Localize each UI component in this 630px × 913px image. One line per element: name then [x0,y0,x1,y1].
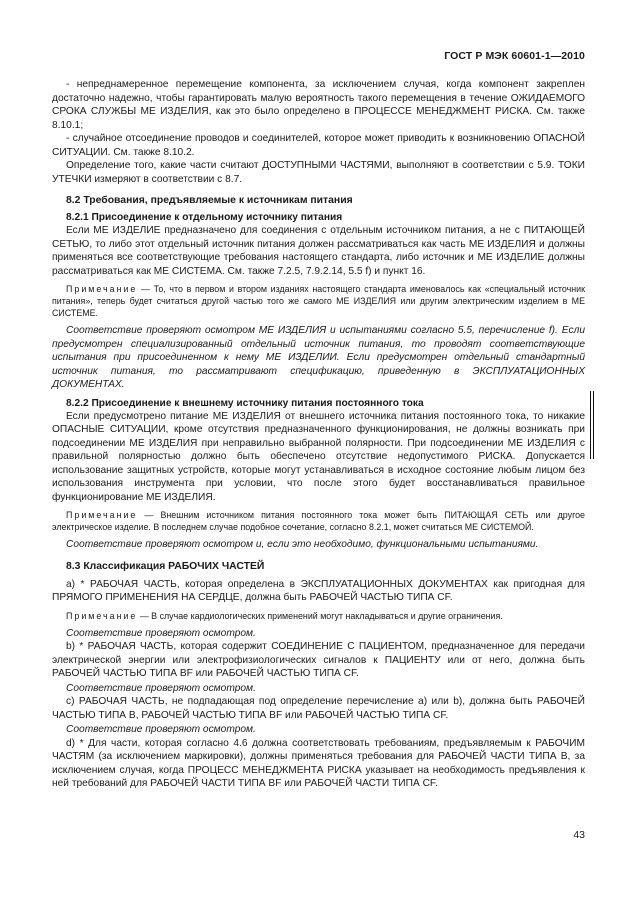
compliance-text: Соответствие проверяют осмотром и, если это необходимо, функциональными испытаниями. [66,539,539,550]
compliance-text: Соответствие проверяют осмотром МЕ ИЗДЕЛИЯ и испытаниями согласно 5.5, перечисление f). Если предусмотрен специализированный отдельный источник питания, то проводят соответствующие испытания при присоединенном к нему МЕ ИЗДЕЛИИ. Если предусмотрен отдельный стандартный источник питания, то рассматривают спецификацию, приведенную в ЭКСПЛУАТАЦИОННЫХ ДОКУМЕНТАХ. [52,325,585,390]
subsection-heading-8-2-2: 8.2.2 Присоединение к внешнему источнику питания постоянного тока [66,397,424,409]
paragraph: - случайное отсоединение проводов и соединителей, которое может приводить к возникновению ОПАСНОЙ СИТУАЦИИ. См. также 8.10.2. [52,133,585,158]
compliance-text: Соответствие проверяют осмотром. [66,627,256,639]
list-item-c: с) РАБОЧАЯ ЧАСТЬ, не подпадающая под определение перечисление а) или b), должна быть РАБОЧЕЙ ЧАСТЬЮ ТИПА В, РАБОЧЕЙ ЧАСТЬЮ ТИПА BF или РАБОЧЕЙ ЧАСТЬЮ ТИПА CF. [52,696,585,721]
compliance-text: Соответствие проверяют осмотром. [66,682,256,694]
page-number: 43 [573,829,585,841]
list-item-a: а) * РАБОЧАЯ ЧАСТЬ, которая определена в ЭКСПЛУАТАЦИОННЫХ ДОКУМЕНТАХ как пригодная для ПРЯМОГО ПРИМЕНЕНИЯ НА СЕРДЦЕ, должна быть РАБОЧЕЙ ЧАСТЬЮ ТИПА CF. [52,578,585,603]
note-text: — В случае кардиологических применений могут накладываться и другие ограничения. [137,610,503,621]
change-bar [590,391,591,459]
page-header: ГОСТ Р МЭК 60601-1—2010 [444,50,585,62]
note-text: — Внешним источником питания постоянного тока может быть ПИТАЮЩАЯ СЕТЬ или другое электрическое изделие. В последнем случае подобное сочетание, согласно 8.2.1, может считаться МЕ СИСТЕМОЙ. [52,510,585,532]
note [52,283,585,319]
note [52,610,585,622]
note-label: Примечание [66,610,138,621]
note-text: — То, что в первом и втором изданиях настоящего стандарта именовалось как «специальный источник питания», теперь будет считаться другой частью того же самого МЕ ИЗДЕЛИЯ или другим электрическим изделием в МЕ СИСТЕМЕ. [52,284,585,318]
compliance-text: Соответствие проверяют осмотром. [66,724,256,735]
change-bar [593,391,594,459]
note [52,509,585,533]
list-item-d: d) * Для части, которая согласно 4.6 должна соответствовать требованиям, предъявляемым к РАБОЧИМ ЧАСТЯМ (за исключением маркировки), должны применяться требования для РАБОЧЕЙ ЧАСТИ ТИПА В, за исключением случая, когда ПРОЦЕСС МЕНЕДЖМЕНТА РИСКА указывает на необходимость предъявления к ней требований для РАБОЧЕЙ ЧАСТИ ТИПА BF или РАБОЧЕЙ ЧАСТИ ТИПА CF. [52,737,585,789]
section-heading-8-2: 8.2 Требования, предъявляемые к источникам питания [66,195,353,206]
paragraph: - непреднамеренное перемещение компонента, за исключением случая, когда компонент закреплен достаточно надежно, чтобы гарантировать малую вероятность такого перемещения в течение ОЖИДАЕМОГО СРОКА СЛУЖБЫ МЕ ИЗДЕЛИЯ, как это было определено в ПРОЦЕССЕ МЕНЕДЖМЕНТ РИСКА. См. также 8.10.1; [52,79,585,131]
paragraph: Если предусмотрено питание МЕ ИЗДЕЛИЯ от внешнего источника питания постоянного тока, то никакие ОПАСНЫЕ СИТУАЦИИ, кроме отсутствия предназначенного функционирования, не должны возникать при подсоединении МЕ ИЗДЕЛИЯ при неправильно выбранной полярности. При подсоединении МЕ ИЗДЕЛИЯ с правильной полярностью должно быть обеспечено отсутствие недопустимого РИСКА. Допускается использование защитных устройств, которые могут устанавливаться в исходное состояние любым лицом без использования инструмента при условии, что после этого будет восстанавливаться правильное функционирование МЕ ИЗДЕЛИЯ. [52,410,585,503]
subsection-heading-8-2-1: 8.2.1 Присоединение к отдельному источнику питания [66,212,343,223]
paragraph: Если МЕ ИЗДЕЛИЕ предназначено для соединения с отдельным источником питания, а не с ПИТАЮЩЕЙ СЕТЬЮ, то либо этот отдельный источник питания должен рассматриваться как часть МЕ ИЗДЕЛИЯ и должны применяться все соответствующие требования настоящего стандарта, либо источник и МЕ ИЗДЕЛИЕ должны рассматриваться как МЕ СИСТЕМА. См. также 7.2.5, 7.9.2.14, 5.5 f) и пункт 16. [52,225,585,277]
section-heading-8-3: 8.3 Классификация РАБОЧИХ ЧАСТЕЙ [66,560,265,572]
note-label: Примечание [66,510,138,520]
note-label: Примечание [66,284,138,294]
list-item-b: b) * РАБОЧАЯ ЧАСТЬ, которая содержит СОЕДИНЕНИЕ С ПАЦИЕНТОМ, предназначенное для передачи электрической энергии или электрофизиологических сигналов к ПАЦИЕНТУ или от него, должна быть РАБОЧЕЙ ЧАСТЬЮ ТИПА BF или РАБОЧЕЙ ЧАСТЬЮ ТИПА CF. [52,641,585,679]
paragraph: Определение того, какие части считают ДОСТУПНЫМИ ЧАСТЯМИ, выполняют в соответствии с 5.9. ТОКИ УТЕЧКИ измеряют в соответствии с 8.7. [52,160,585,185]
page-content [52,78,585,791]
